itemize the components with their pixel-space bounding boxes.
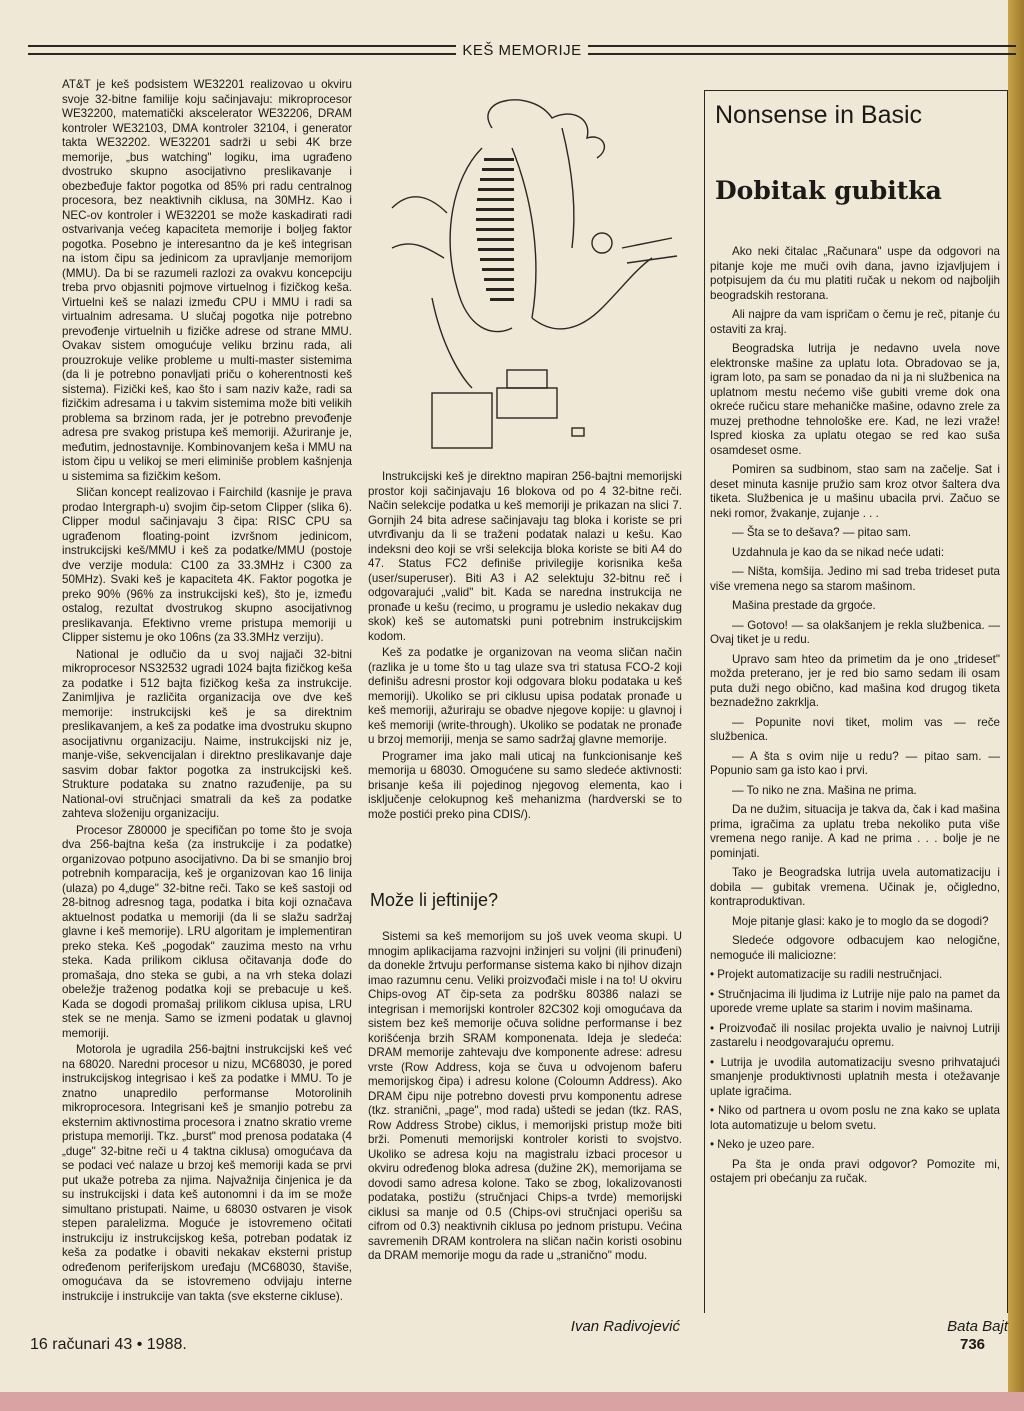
sidebar-paragraph: Da ne dužim, situacija je takva da, čak i kad mašina prima, igračima za uplatu treba nekoliko puta više vremena nego ranije. A kad ne prima . . . bolje je ne pominjati. (710, 803, 1000, 860)
article-paragraph: Keš za podatke je organizovan na veoma sličan način (razlika je u tome što u tag ulaze sva tri statusa FCO-2 koji definišu adresni prostor koji odgovara bloku podataka u keš memoriji). Ukoliko se pri ciklusu upisa podatak pronađe u keš memoriji, ažuriraju se obadve njegove kopije: u glavnoj i keš memoriji (write-through). Ukoliko se podatak ne pronađe u brzoj memoriji, menja se samo sadržaj glavne memorije. (368, 646, 682, 746)
sidebar-paragraph: Uzdahnula je kao da se nikad neće udati: (732, 545, 945, 559)
sidebar-column (710, 245, 1000, 1310)
footer-issue-info: 16 računari 43 • 1988. (30, 1336, 187, 1353)
sidebar-paragraph: Tako je Beogradska lutrija uvela automatizaciju i dobila — gubitak vremena. Učinak je, očigledno, kontraproduktivan. (710, 866, 1000, 908)
section-header (28, 40, 1016, 60)
article-subheading: Može li jeftinije? (370, 890, 499, 910)
footer-page-number: 736 (960, 1336, 986, 1353)
sidebar-bullet-item: • Neko je uzeo pare. (710, 1138, 815, 1151)
page-edge-strip (1008, 0, 1024, 1411)
article-paragraph: Sličan koncept realizovao i Fairchild (kasnije je prava prodao Intergraph-u) svojim čip-setom Clipper (slika 6). Clipper modul sačinjavaju 3 čipa: RISC CPU sa ugrađenom floating-point izvršnom jedinicom, instrukcijski keš/MMU i keš za podatke/MMU (postoje dve verzije modula: C100 za 33.3MHz i C300 za 50MHz). Svaki keš je kapaciteta 4K. Faktor pogotka je preko 90% (96% za instrukcijski keš), što je, između ostalog, rezultat dvostrukog skupno asocijativnog preslikavanja. Efektivno vreme pristupa memoriji u Clipper sistemu je oko 106ns (za 33.3MHz verziju). (62, 486, 352, 644)
sidebar-bullet-item: • Stručnjacima ili ljudima iz Lutrije nije palo na pamet da uporede vreme uplate sa starim i novim mašinama. (710, 987, 1000, 1015)
sidebar-paragraph: — To niko ne zna. Mašina ne prima. (732, 783, 917, 797)
sidebar-paragraph: Moje pitanje glasi: kako je to moglo da se dogodi? (732, 914, 989, 928)
article-column-2-top (368, 470, 682, 860)
sidebar-paragraph: — Šta se to dešava? — pitao sam. (732, 526, 912, 539)
sidebar-paragraph: — A šta s ovim nije u redu? — pitao sam. — Popunio sam ga isto kao i prvi. (710, 749, 1000, 777)
sidebar-bullet-item: • Niko od partnera u ovom poslu ne zna kako se uplata lota automatizuje u belom svetu. (710, 1104, 1000, 1132)
sidebar-paragraph: Beogradska lutrija je nedavno uvela nove elektronske mašine za uplatu lota. Obradovao se ja, igram loto, pa sam se ponadao da ni ja ni službenica na uplatnom mestu nećemo više gubiti vreme dok ona okreće ručicu stare mehaničke mašine, odavno zrele za muzej prethodne tehnološke ere. Kad, ne lezi vraže! Ispred kioska za uplatu otegao se red kao suša osamdeset osme. (710, 342, 1000, 457)
sidebar-paragraph: Pomiren sa sudbinom, stao sam na začelje. Sat i deset minuta kasnije pružio sam kroz otvor šaltera dva tiketa. Službenica je u mašinu ubacila prvi. Začuo se neki romor, žvakanje, zujanje . . . (710, 463, 1000, 520)
sidebar-bullet-item: • Proizvođač ili nosilac projekta uvalio je naivnoj Lutriji zastarelu i neodgovarajuću opremu. (710, 1021, 1000, 1049)
article-paragraph: Sistemi sa keš memorijom su još uvek veoma skupi. U mnogim aplikacijama razvojni inžinjeri su voljni (ili prinuđeni) da donekle žrtvuju performanse sistema kako bi njihov dizajn imao razumnu cenu. Veliki proizvođači misle i na to! U okviru Chips-ovog AT čip-seta za podršku 80386 nalazi se integrisan i memorijski kontroler 82C302 koji omogućava da sistem bez keš memorije očuva solidne performanse i bez korišćenja brzih SRAM komponenata. Ideja je sledeća: DRAM memorije zahtevaju dve komponente adrese: adresu vrste (Row Address, koja se čuva u odvojenom baferu memorijskog čipa) i adresu kolone (Coloumn Address). Ako DRAM čipu nije potrebno dovesti prvu komponentu adrese (tkz. stranični, „page", mod rada) uštedi se jedan (tkz. RAS, Row Address Strobe) ciklus, i memorijski pristup može biti brži. Pomenuti memorijski kontroler koristi to svojstvo. Ukoliko se adresa koju na magistralu izbaci procesor u okviru određenog bloka adresa (dužine 2K), memorijama se dovodi samo adresa kolone. Tako se zbog, lokalizovanosti podataka, postižu (stručnjaci Chips-a tvrde) memorijski ciklusi sa manje od 0.5 (Chips-ovi stručnjaci operišu sa cifrom od 0.3) neaktivnih ciklusa po jednom pristupu. Većina savremenih DRAM kontrolera na sličan način koristi osobinu da DRAM memorije mogu da rade u „stranično" modu. (368, 930, 682, 1262)
sidebar-paragraph: Upravo sam hteo da primetim da je ono „trideset" možda preterano, jer je red bio samo sedam ili osam puta duži nego obično, kad mašina kod drugog tiketa beznadežno zakrklja. (710, 652, 1000, 709)
dragon-cache-illustration (372, 88, 692, 473)
sidebar-paragraph: Mašina prestade da grgoće. (732, 599, 876, 612)
header-rule-left (28, 45, 456, 55)
sidebar-bullet-item: • Projekt automatizacije su radili nestručnjaci. (710, 968, 943, 981)
sidebar-subtitle: Dobitak gubitka (715, 176, 942, 205)
sidebar-paragraph: Ako neki čitalac „Računara" uspe da odgovori na pitanje koje me muči ovih dana, javno izjavljujem i potpisujem da ću mu platiti ručak u nekom od najboljih beogradskih restorana. (710, 245, 1000, 302)
article-paragraph: Instrukcijski keš je direktno mapiran 256-bajtni memorijski prostor koji sačinjavaju 16 blokova od po 4 32-bitne reči. Način selekcije podatka u keš memoriji je prikazan na slici 7. Gornjih 24 bita adrese sačinjavaju tag bloka i koriste se pri utvrđivanju da li se traženi podatak nalazi u kešu. Kao indeksni deo koji se vrši selekcija bloka koriste se biti A4 do 47. Status FC2 definiše privilegije korisnika keša (user/superuser). Biti A3 i A2 selektuju 32-bitnu reč i odgovarajući „valid" bit. Kada se naredna instrukcija ne pronađe u kešu (recimo, u programu je usledio nekakav dug skok) keš se automatski puni potrebnim instrukcijskim kodom. (368, 470, 682, 643)
sidebar-paragraph: Ali najpre da vam ispričam o čemu je reč, pitanje ću ostaviti za kraj. (710, 308, 1000, 336)
sidebar-paragraph: — Ništa, komšija. Jedino mi sad treba trideset puta više vremena nego sa starom mašinom. (710, 565, 1000, 593)
sidebar-paragraph: Sledeće odgovore odbacujem kao nelogične, nemoguće ili maliciozne: (710, 934, 1000, 962)
sidebar-paragraph: — Popunite novi tiket, molim vas — reče službenica. (710, 715, 1000, 743)
sidebar-paragraph: Pa šta je onda pravi odgovor? Pomozite mi, ostajem pri obećanju za ručak. (710, 1157, 1000, 1185)
article-paragraph: Programer ima jako mali uticaj na funkcionisanje keš memorija u 68030. Omogućene su samo sledeće aktivnosti: brisanje keša ili pojedinog njegovog elementa, kao i isključenje celokupnog keš mehanizma (hardverski se to može postići preko pina CDIS/). (368, 749, 682, 821)
scan-bottom-band (0, 1392, 1024, 1411)
article-paragraph: National je odlučio da u svoj najjači 32-bitni mikroprocesor NS32532 ugradi 1024 bajta fizičkog keša za podatke i 512 bajta fizičkog keša za instrukcije. Zanimljiva je različita organizacija ove dve keš memorije: instrukcijski keš je sa direktnim preslikavanjem, a keš za podatke ima dvostruku skupno asocijativnu organizaciju. Naime, instrukcijski niz je, manje-više, sekvencijalan i direktno preslikavanje daje sasvim dobar faktor pogotka za instrukcijski keš. Strukture podataka su znatno razuđenije, pa su National-ovi stručnjaci smatrali da keš za podatke zahteva složeniju organizaciju. (62, 647, 352, 820)
section-title: KEŠ MEMORIJE (462, 41, 582, 59)
article-paragraph: Procesor Z80000 je specifičan po tome što je svoja dva 256-bajtna keša (za instrukcije i za podatke) organizovao potpuno asocijativno. Da bi se smanjio broj potrebnih komparacija, keš je organizovan kao 16 linija (ulaza) po 4„duge" 32-bitne reči. Tako se keš sastoji od 28-bitnog adresnog taga, podatka i bita koji označava aktuelnost podatka u memoriji (da li se slažu sadržaj glavne i keš memorije). LRU algoritam je implementiran preko steka. Keš „pogodak" zauzima mesto na vrhu steka. Kada prilikom ciklusa očitavanja dođe do promašaja, dno steka se gubi, a na vrh steka dolazi obeležje traženog podatka koji se prebacuje u keš. Kada se dogodi promašaj prilikom ciklusa upisa, LRU stek se ne menja. Samo se izmeni podatak u glavnoj memoriji. (62, 823, 352, 1040)
article-column-1 (62, 78, 352, 1333)
article-paragraph: AT&T je keš podsistem WE32201 realizovao u okviru svoje 32-bitne familije koju sačinjavaju: mikroprocesor WE32200, matematički akscelerator WE32206, DRAM kontroler WE32103, DMA kontroler 32104, i generator takta WE32202. WE32201 sadrži u sebi 4K brze memorije, „bus watching" logiku, ima ugrađeno dvostruko skupno asocijativno preslikavanje i obezbeđuje faktor pogotka od 85% pri radu centralnog procesora, bez neaktivnih ciklusa, na 30MHz. Kao i NEC-ov kontroler i WE32201 se može kaskadirati radi ostvarivanja većeg kapaciteta memorije i boljeg faktor pogotka. Posebno je interesantno da je keš integrisan na istom čipu sa jedinicom za upravljanje memorijom (MMU). Da bi se razumeli razlozi za ovakvu koncepciju treba prvo objasniti pojmove virtuelnog i fizičkog keša. Virtuelni keš se nalazi između CPU i MMU i radi sa virtualnim adresama. U slučaj pogotka nije potrebno prevođenje virtuelnih u fizičke adrese od strane MMU. Ovakav sistem omogućuje veliku brzinu rada, ali prouzrokuje velike probleme u multi-master sistemima (da li je potrebno ponavljati priču o koherentnosti keš sistema). Fizički keš, kao što i sam naziv kaže, radi sa fizičkim adresama i u takvim sistemima može biti velikih problema sa brzinom rada, jer je potrebno prevođenje adresa pre svakog pristupa keš memoriji. Ažuriranje je, međutim, jednostavnije. Kombinovanjem keša i MMU na istom čipu u velikoj se meri eliminiše problem kašnjenja u sistemima sa fizičkim kešom. (62, 78, 352, 483)
sidebar-title: Nonsense in Basic (715, 101, 923, 129)
sidebar-signature: Bata Bajt (947, 1318, 1008, 1335)
header-rule-right (588, 45, 1016, 55)
sidebar-paragraph: — Gotovo! — sa olakšanjem je rekla službenica. — Ovaj tiket je u redu. (710, 618, 1000, 646)
article-author: Ivan Radivojević (570, 1318, 680, 1335)
sidebar-bullet-item: • Lutrija je uvodila automatizaciju svesno prihvatajući smanjenje produktivnosti uplatnih mesta i otežavanje uplate igračima. (710, 1055, 1000, 1098)
article-column-2-bottom (368, 930, 682, 1315)
article-paragraph: Motorola je ugradila 256-bajtni instrukcijski keš već na 68020. Naredni procesor u nizu, MC68030, je pored instrukcijskog integrisao i keš za podatke i MMU. To je znatno unapredilo performanse Motorolinih mikroprocesora. Integrisani keš je smanjio potrebu za eksternim aktivnostima procesora i znatno skratio vreme pristupa memoriji. Tkz. „burst" mod prenosa podataka (4 „duge" 32-bitne reči u 4 taktna ciklusa) omogućava da se podaci već nalaze u brzoj keš memoriji kada se prvi put ukaže potreba za njima. Najvažnija činjenica je da su instrukcijski i data keš autonomni i da im se može simultano pristupati. Naime, u 68030 ostvaren je visok stepen paralelizma. Moguće je istovremeno očitati instrukciju iz instrukcijskog keša, potreban podatak iz keša za podatke i obaviti nekakav eksterni pristup određenom periferijskom uređaju (MC68030, štaviše, omogućava da se istovremeno odvijaju interne instrukcije i instrukcije van takta (sve eksterne cikluse). (62, 1043, 352, 1303)
